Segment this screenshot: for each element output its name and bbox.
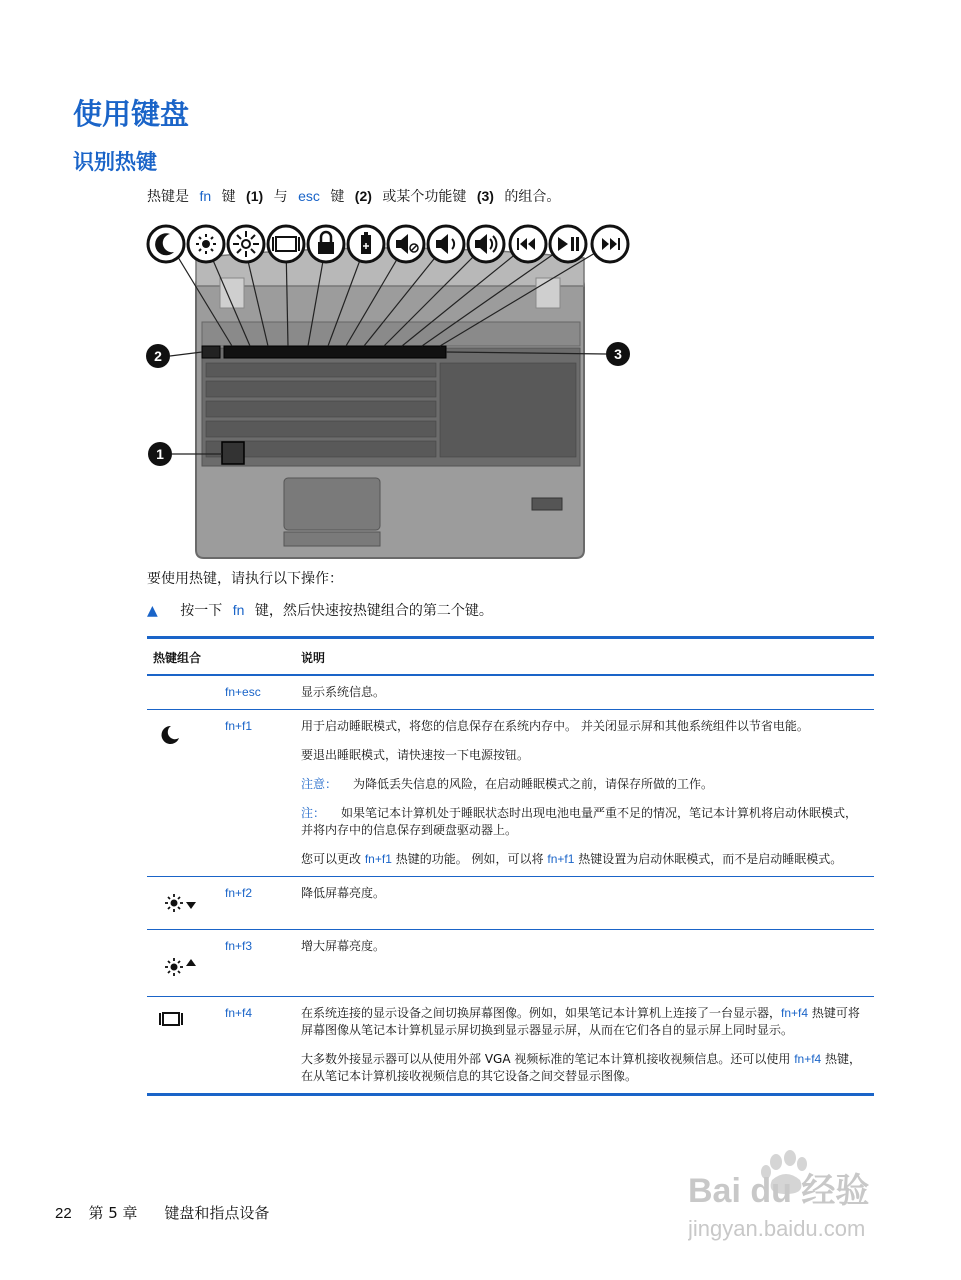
next-track-icon (592, 226, 628, 262)
speaker-grille (202, 322, 580, 346)
chapter-title: 键盘和指点设备 (164, 1204, 270, 1222)
svg-text:3: 3 (614, 346, 622, 362)
row-icon-cell (147, 930, 219, 997)
battery-icon (348, 226, 384, 262)
hinge-clip-right (536, 278, 560, 308)
brightness-down-icon (165, 893, 199, 913)
intro-text: 或某个功能键 (382, 189, 467, 205)
watermark-logo-text: Bai du 经验 (688, 1172, 870, 1210)
fn-key-highlight (222, 442, 244, 464)
hotkey-label: fn+esc (219, 675, 295, 710)
keyboard-keys (206, 363, 576, 457)
hotkey-label: fn+f1 (219, 710, 295, 877)
hotkey-ref: fn+f4 (781, 1006, 809, 1020)
table-row (147, 710, 874, 877)
display-switch-icon (268, 226, 304, 262)
description-text: 降低屏幕亮度。 (301, 886, 386, 900)
touchpad (284, 478, 380, 530)
table-row (147, 877, 874, 930)
intro-text: 键 (221, 189, 236, 205)
note-label: 注： (301, 806, 326, 820)
row-description (295, 877, 874, 930)
section-title: 识别热键 (73, 150, 157, 174)
hotkey-label: fn+f2 (219, 877, 295, 930)
page-title: 使用键盘 (73, 97, 190, 131)
callout-2 (146, 344, 170, 368)
table-row (147, 997, 874, 1095)
svg-text:1: 1 (156, 446, 164, 462)
step-text: 按一下 (180, 603, 223, 619)
hotkey-ref: fn+f1 (547, 852, 575, 866)
row-description (295, 710, 874, 877)
row-icon-cell (147, 710, 219, 877)
intro-text: 的组合。 (504, 189, 561, 205)
table-row (147, 930, 874, 997)
description-text: 要退出睡眠模式，请快速按一下电源按钮。 (301, 748, 530, 762)
caution-text: 为降低丢失信息的风险，在启动睡眠模式之前，请保存所做的工作。 (353, 777, 714, 791)
intro-paragraph (147, 186, 560, 206)
description-text: 您可以更改 fn+f1 热键的功能。 例如，可以将 fn+f1 热键设置为启动休眠模式，而不是启动睡眠模式。 (301, 852, 843, 866)
caution-label: 注意： (301, 777, 338, 791)
description-text: 增大屏幕亮度。 (301, 939, 386, 953)
brightness-up-icon (165, 956, 199, 976)
display-switch-icon (159, 1011, 183, 1027)
row-description (295, 675, 874, 710)
note-text: 如果笔记本计算机处于睡眠状态时出现电池电量严重不足的情况，笔记本计算机将启动休眠模式，并将内存中的信息保存到硬盘驱动器上。 (301, 806, 858, 837)
step-item (147, 600, 493, 620)
brightness-up-icon (228, 226, 264, 262)
note (301, 805, 868, 839)
baidu-watermark (688, 1140, 908, 1250)
intro-text: 与 (273, 189, 288, 205)
watermark-url: jingyan.baidu.com (688, 1216, 866, 1241)
callout-3 (606, 342, 630, 366)
function-keys-highlight (224, 346, 446, 358)
esc-key-highlight (202, 346, 220, 358)
fingerprint-reader (532, 498, 562, 510)
brightness-down-icon (188, 226, 224, 262)
step-text: 键，然后快速按热键组合的第二个键。 (254, 603, 493, 619)
row-description (295, 997, 874, 1095)
page-footer (55, 1202, 269, 1223)
col-header-combination: 热键组合 (147, 638, 295, 676)
bullet-triangle-icon: ▲ (147, 603, 158, 619)
callout-ref-2: (2) (354, 188, 372, 204)
fn-key-term: fn (199, 188, 212, 204)
callout-1 (148, 442, 172, 466)
svg-text:2: 2 (154, 348, 162, 364)
intro-text: 键 (330, 189, 345, 205)
row-icon-cell (147, 675, 219, 710)
fn-key-term: fn (232, 602, 245, 618)
sleep-icon (159, 724, 181, 746)
hotkey-table (147, 636, 874, 1096)
volume-down-icon (428, 226, 464, 262)
col-header-description: 说明 (295, 638, 874, 676)
description-text: 用于启动睡眠模式，将您的信息保存在系统内存中。 并关闭显示屏和其他系统组件以节省电能。 (301, 719, 809, 733)
page-number: 22 (55, 1205, 72, 1222)
callout-ref-3: (3) (476, 188, 494, 204)
intro-text: 热键是 (147, 189, 189, 205)
mute-icon (388, 226, 424, 262)
instruction-text: 要使用热键，请执行以下操作： (147, 571, 343, 587)
chapter-label: 第 5 章 (88, 1204, 138, 1222)
keyboard-hotkey-figure (140, 218, 640, 563)
caution-note (301, 776, 868, 793)
row-icon-cell (147, 997, 219, 1095)
touchpad-buttons (284, 532, 380, 546)
callout-ref-1: (1) (246, 188, 264, 204)
hotkey-ref: fn+f4 (794, 1052, 822, 1066)
play-pause-icon (550, 226, 586, 262)
row-icon-cell (147, 877, 219, 930)
description-text: 显示系统信息。 (301, 685, 386, 699)
volume-up-icon (468, 226, 504, 262)
lock-icon (308, 226, 344, 262)
hotkey-ref: fn+f1 (364, 852, 392, 866)
table-row (147, 675, 874, 710)
description-text: 在系统连接的显示设备之间切换屏幕图像。例如，如果笔记本计算机上连接了一台显示器，fn+f4 热键可将屏幕图像从笔记本计算机显示屏切换到显示器显示屏，从而在它们各自的显示屏上同时显示。 (301, 1006, 860, 1037)
sleep-icon (148, 226, 184, 262)
hotkey-label: fn+f3 (219, 930, 295, 997)
row-description (295, 930, 874, 997)
hotkey-label: fn+f4 (225, 1006, 253, 1020)
esc-key-term: esc (298, 188, 320, 204)
previous-track-icon (510, 226, 546, 262)
description-text: 大多数外接显示器可以从使用外部 VGA 视频标准的笔记本计算机接收视频信息。还可以使用 fn+f4 热键，在从笔记本计算机接收视频信息的其它设备之间交替显示图像。 (301, 1052, 862, 1083)
